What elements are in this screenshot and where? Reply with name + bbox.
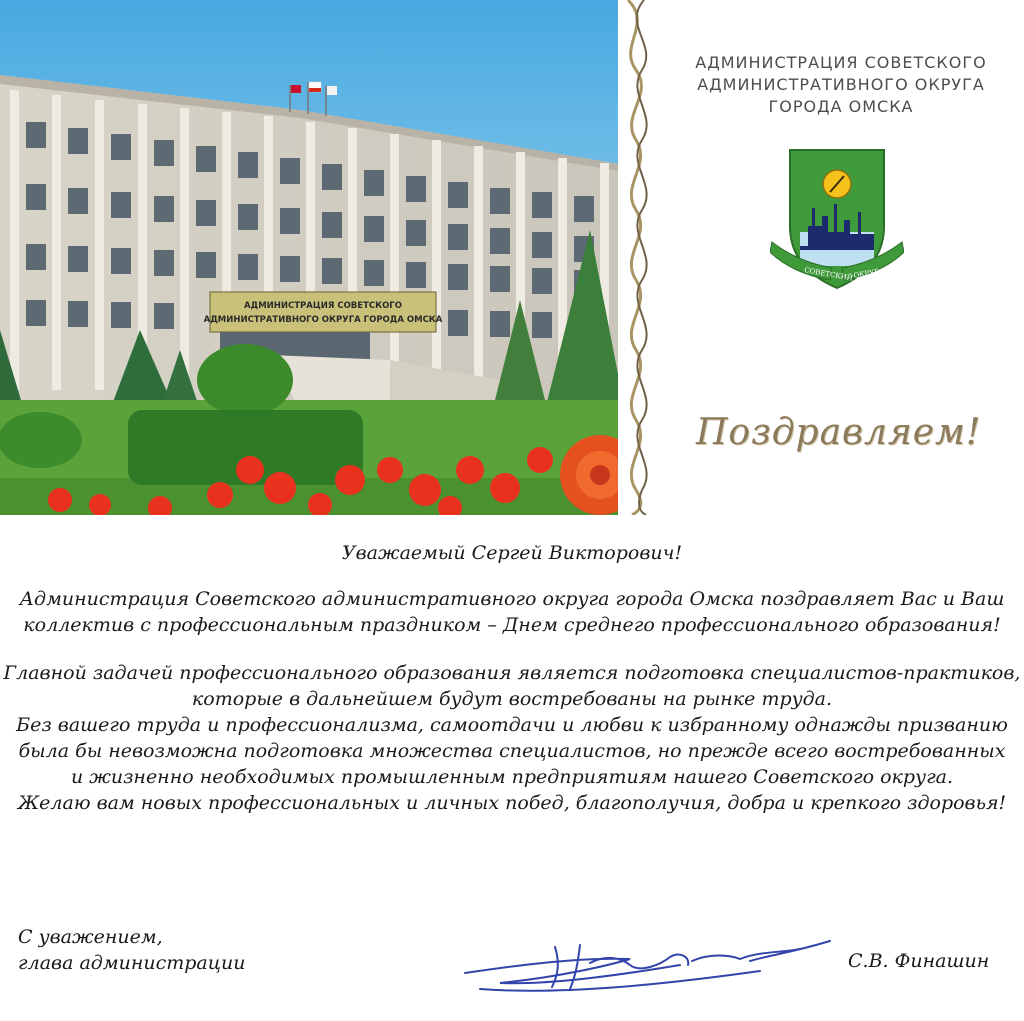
org-title-line-3: ГОРОДА ОМСКА: [768, 97, 914, 116]
letter-line: Желаю вам новых профессиональных и личных побед, благополучия, добра и крепкого здоровья!: [17, 792, 1007, 814]
emblem-ribbon-right-text: ОКРУГ: [852, 267, 880, 280]
letter-body: [0, 540, 1024, 816]
letter-line: и жизненно необходимых промышленным предприятиям нашего Советского округа.: [70, 766, 954, 788]
letter-paragraph-1: [0, 586, 1024, 638]
gold-swirl-ornament: [618, 0, 660, 515]
letter-line: была бы невозможна подготовка множества специалистов, но прежде всего востребованных: [18, 740, 1006, 762]
org-title-line-1: АДМИНИСТРАЦИЯ СОВЕТСКОГО: [695, 53, 987, 72]
letter-greeting: Уважаемый Сергей Викторович!: [341, 542, 683, 564]
org-title-line-2: АДМИНИСТРАТИВНОГО ОКРУГА: [697, 75, 985, 94]
letter-line: коллектив с профессиональным праздником – Днем среднего профессионального образования!: [23, 614, 1001, 636]
signer-position: глава администрации: [18, 952, 246, 974]
organization-title: [676, 52, 1006, 118]
letter-line: которые в дальнейшем будут востребованы на рынке труда.: [191, 688, 833, 710]
letter-line: Без вашего труда и профессионализма, самоотдачи и любви к избранному однажды призванию: [16, 714, 1008, 736]
signer-name: С.В. Финашин: [848, 950, 990, 972]
letter-line: Администрация Советского административного округа города Омска поздравляет Вас и Ваш: [19, 588, 1005, 610]
building-photo: [0, 0, 625, 515]
photo-sign-line-2: АДМИНИСТРАТИВНОГО ОКРУГА ГОРОДА ОМСКА: [203, 315, 443, 325]
sign-off-block: [18, 924, 245, 976]
congratulations-heading: Поздравляем!: [696, 412, 982, 453]
photo-sign-line-1: АДМИНИСТРАЦИЯ СОВЕТСКОГО: [244, 301, 402, 311]
handwritten-signature: [460, 935, 840, 997]
emblem-ribbon-left-text: СОВЕТСКИЙ: [803, 266, 854, 283]
letter-paragraph-2: [0, 660, 1024, 816]
letter-line: Главной задачей профессионального образования является подготовка специалистов-практиков,: [3, 662, 1021, 684]
district-coat-of-arms: [770, 146, 904, 294]
regards-text: С уважением,: [18, 926, 163, 948]
